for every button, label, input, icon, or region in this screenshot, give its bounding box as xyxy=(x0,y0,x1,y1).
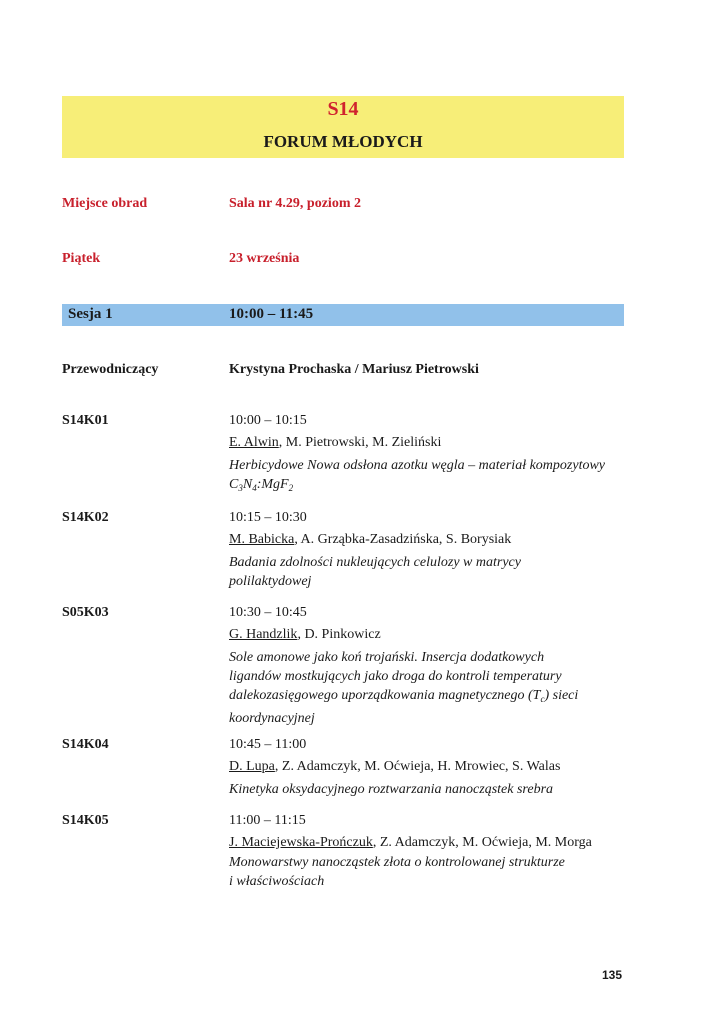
talk-title-line: ligandów mostkujących jako droga do kontroli temperatury xyxy=(229,669,562,684)
talk-title-line: i właściwościach xyxy=(229,874,325,889)
talk-entry xyxy=(229,735,629,799)
talk-presenter: D. Lupa xyxy=(229,759,275,774)
talk-title-line: dalekozasięgowego uporządkowania magnetycznego $(T_c)$ sieci xyxy=(229,688,579,704)
session-time: 10:00 – 11:45 xyxy=(229,306,314,322)
venue-label: Miejsce obrad xyxy=(62,196,148,211)
talk-code: S05K03 xyxy=(62,605,109,620)
talk-title-line: polilaktydowej xyxy=(229,574,312,589)
talk-time: 10:15 – 10:30 xyxy=(229,510,307,525)
talk-title: Kinetyka oksydacyjnego roztwarzania nanocząstek srebra xyxy=(229,782,554,797)
talk-presenter: E. Alwin xyxy=(229,435,279,450)
talk-code: S14K05 xyxy=(62,813,109,828)
talk-title-line: Sole amonowe jako koń trojański. Insercja dodatkowych xyxy=(229,650,545,665)
talk-time: 10:45 – 11:00 xyxy=(229,737,307,752)
talk-entry xyxy=(229,811,629,891)
page-number: 135 xyxy=(602,968,623,982)
talk-code: S14K01 xyxy=(62,413,109,428)
talk-authors xyxy=(229,433,629,453)
talk-authors xyxy=(229,530,629,550)
talk-coauthors: , A. Grząbka-Zasadzińska, S. Borysiak xyxy=(294,532,512,547)
talk-coauthors: , D. Pinkowicz xyxy=(297,627,381,642)
talk-presenter: M. Babicka xyxy=(229,532,295,547)
talk-presenter: G. Handzlik xyxy=(229,627,298,642)
day-value: 23 września xyxy=(229,251,300,266)
chairs-value: Krystyna Prochaska / Mariusz Pietrowski xyxy=(229,362,479,377)
talk-coauthors: , Z. Adamczyk, M. Oćwieja, H. Mrowiec, S. Walas xyxy=(274,759,561,774)
venue-value: Sala nr 4.29, poziom 2 xyxy=(229,196,361,211)
talk-authors xyxy=(229,625,629,645)
talk-entry xyxy=(229,603,629,728)
talk-authors xyxy=(229,833,629,853)
talk-time: 10:30 – 10:45 xyxy=(229,605,307,620)
talk-authors xyxy=(229,757,629,777)
talk-title-line: koordynacyjnej xyxy=(229,711,315,726)
talk-entry xyxy=(229,411,629,498)
chairs-label: Przewodniczący xyxy=(62,362,159,377)
session-name: Sesja 1 xyxy=(68,306,113,322)
talk-time: 10:00 – 10:15 xyxy=(229,413,307,428)
talk-code: S14K04 xyxy=(62,737,109,752)
section-title: FORUM MŁODYCH xyxy=(263,132,423,151)
talk-title-line: Monowarstwy nanocząstek złota o kontrolowanej strukturze xyxy=(229,855,565,870)
talk-time: 11:00 – 11:15 xyxy=(229,813,306,828)
talk-entry xyxy=(229,508,629,591)
section-code: S14 xyxy=(327,98,359,120)
talk-coauthors: , M. Pietrowski, M. Zieliński xyxy=(278,435,442,450)
section-header xyxy=(62,96,624,158)
session-bar xyxy=(62,304,624,326)
talk-title-formula: $C_3N_4:MgF_2$ xyxy=(229,477,294,493)
talk-title-line: Badania zdolności nukleujących celulozy w matrycy xyxy=(229,555,521,570)
day-label: Piątek xyxy=(62,251,101,266)
talk-coauthors: , Z. Adamczyk, M. Oćwieja, M. Morga xyxy=(372,835,592,850)
talk-presenter: J. Maciejewska-Prończuk xyxy=(229,835,373,850)
talk-title: Herbicydowe Nowa odsłona azotku węgla – materiał kompozytowy xyxy=(229,458,606,473)
talk-code: S14K02 xyxy=(62,510,109,525)
